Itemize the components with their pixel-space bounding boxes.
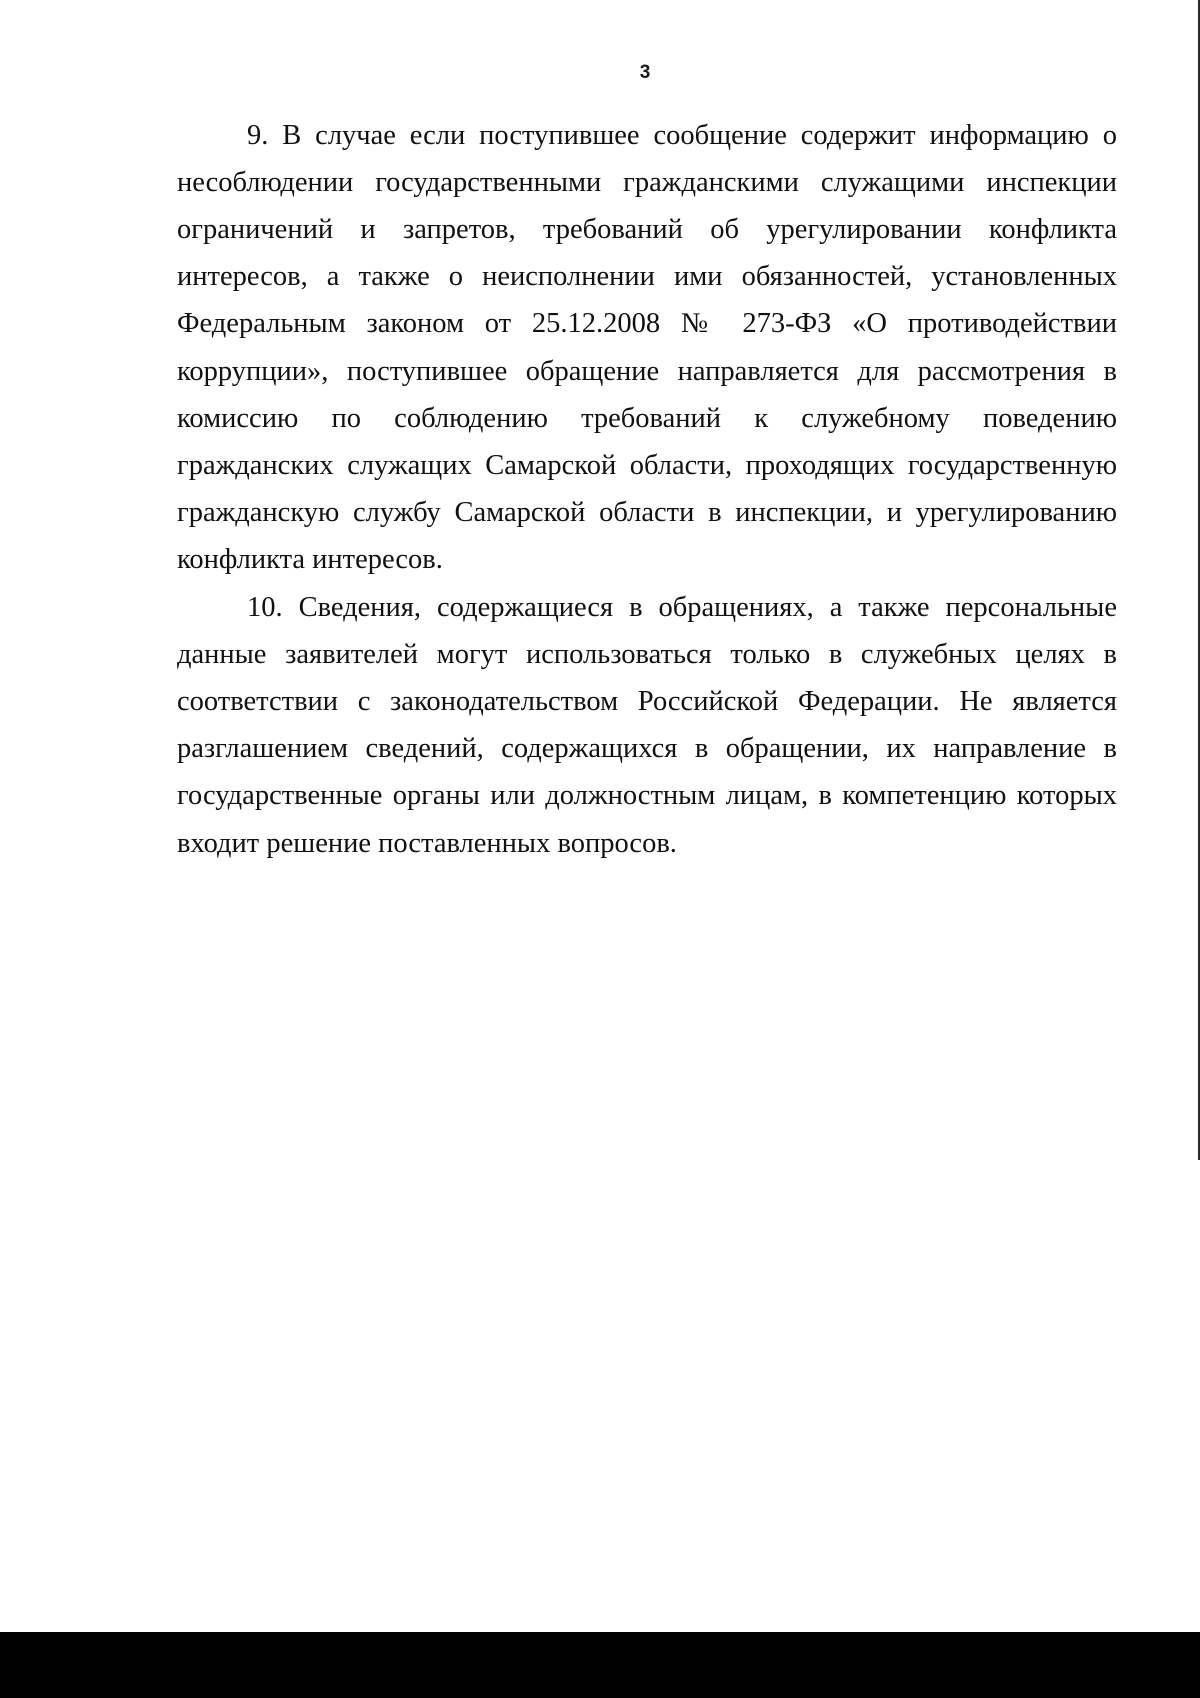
paragraph-9: 9. В случае если поступившее сообщение содержит информацию о несоблюдении государственными гражданскими служащими инспекции ограничений и запретов, требований об урегулировании конфликта интересов, а также о неисполнении ими обязанностей, установленных Федеральным законом от 25.12.2008 № 273-ФЗ «О противодействии коррупции», поступившее обращение направляется для рассмотрения в комиссию по соблюдению требований к служебному поведению гражданских служащих Самарской области, проходящих государственную гражданскую службу Самарской области в инспекции, и урегулированию конфликта интересов.: [177, 119, 1117, 576]
scan-bottom-border: [0, 1632, 1200, 1698]
document-body: [177, 112, 1117, 867]
page-number: 3: [639, 62, 651, 83]
paragraph-10: 10. Сведения, содержащиеся в обращениях, а также персональные данные заявителей могут использоваться только в служебных целях в соответствии с законодательством Российской Федерации. Не является разглашением сведений, содержащихся в обращении, их направление в государственные органы или должностным лицам, в компетенцию которых входит решение поставленных вопросов.: [177, 591, 1117, 859]
